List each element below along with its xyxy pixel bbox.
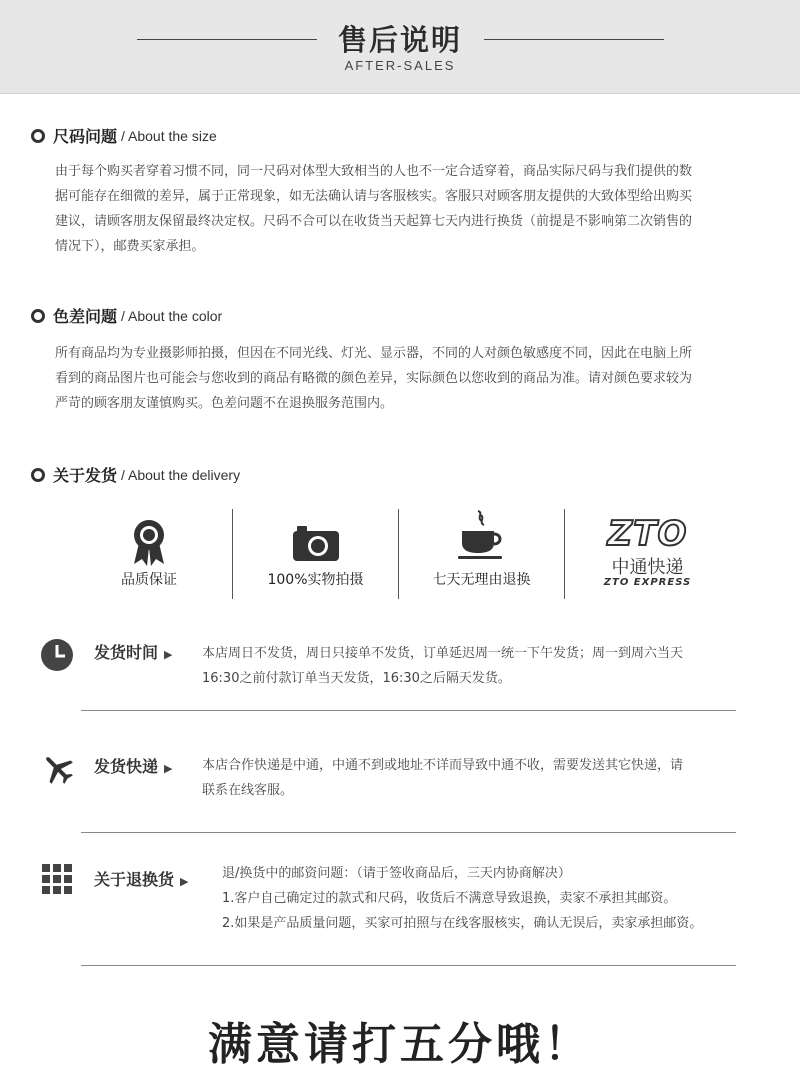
row-label [94, 754, 172, 777]
row-text [202, 753, 683, 803]
row-line: 1.客户自己确定过的款式和尺码，收货后不满意导致退换，卖家不承担其邮资。 [222, 891, 677, 906]
color-section-heading [31, 304, 222, 327]
row-line: 联系在线客服。 [202, 783, 294, 798]
divider [81, 965, 736, 966]
feature-strip [66, 509, 731, 599]
row-text [222, 861, 702, 936]
divider [81, 832, 736, 833]
size-section-heading [31, 124, 217, 147]
zto-name-en: ZTO EXPRESS [603, 577, 692, 588]
feature-label: 100%实物拍摄 [267, 572, 364, 588]
feature-label: 七天无理由退换 [432, 572, 531, 588]
color-title-zh: 色差问题 [53, 307, 118, 326]
row-line: 本店合作快递是中通，中通不到或地址不详而导致中通不收，需要发送其它快递，请 [202, 758, 684, 773]
zto-name-zh: 中通快递 [611, 557, 684, 578]
clock-icon [40, 638, 74, 672]
row-label [94, 867, 188, 890]
row-line: 2.如果是产品质量问题，买家可拍照与在线客服核实，确认无误后，卖家承担邮资。 [222, 916, 703, 931]
footer-rating-request: 满意请打五分哦！ [208, 1019, 592, 1070]
feature-zto-express [564, 509, 730, 599]
feature-real-photo [232, 509, 398, 599]
arrow-right-icon: ▶ [164, 762, 173, 775]
row-text [202, 641, 683, 691]
delivery-title-zh: 关于发货 [53, 466, 118, 485]
feature-seven-day-return [398, 509, 564, 599]
size-line: 建议，请顾客朋友保留最终决定权。尺码不合可以在收货当天起算七天内进行换货（前提是不影响第二次销售的 [55, 214, 693, 229]
arrow-right-icon: ▶ [164, 648, 173, 661]
zto-logo: ZTO [607, 514, 688, 554]
page-subtitle: AFTER-SALES [344, 58, 456, 73]
feature-label: 品质保证 [121, 572, 177, 588]
grid-icon [42, 864, 72, 894]
delivery-section-heading [31, 463, 240, 486]
size-paragraph [55, 159, 755, 259]
divider [81, 710, 736, 711]
color-title-en: / About the color [121, 307, 223, 324]
row-line: 本店周日不发货，周日只接单不发货，订单延迟周一统一下午发货；周一到周六当天 [202, 646, 684, 661]
feature-quality [66, 509, 232, 599]
row-label-text: 发货时间 [94, 643, 159, 662]
row-line: 退/换货中的邮资问题：（请于签收商品后，三天内协商解决） [222, 866, 571, 881]
header-rule-right [484, 39, 664, 40]
size-title-en: / About the size [121, 127, 217, 144]
color-line: 所有商品均为专业摄影师拍摄，但因在不同光线、灯光、显示器，不同的人对颜色敏感度不同，因此在电脑上所 [55, 346, 693, 361]
size-line: 据可能存在细微的差异，属于正常现象，如无法确认请与客服核实。客服只对顾客朋友提供的大致体型给出购买 [55, 189, 693, 204]
row-label-text: 关于退换货 [94, 870, 175, 889]
size-line: 情况下），邮费买家承担。 [55, 239, 205, 254]
row-label [94, 640, 172, 663]
airplane-icon [40, 751, 76, 787]
size-title-zh: 尺码问题 [53, 127, 118, 146]
ring-bullet-icon [31, 468, 45, 482]
delivery-title-en: / About the delivery [121, 466, 241, 483]
row-label-text: 发货快递 [94, 757, 159, 776]
row-line: 16:30之前付款订单当天发货，16:30之后隔天发货。 [202, 671, 511, 686]
camera-icon [291, 523, 341, 563]
coffee-cup-icon [454, 509, 510, 563]
header-banner [0, 0, 800, 94]
size-line: 由于每个购买者穿着习惯不同，同一尺码对体型大致相当的人也不一定合适穿着，商品实际尺码与我们提供的数 [55, 164, 693, 179]
page-title: 售后说明 [337, 23, 462, 57]
award-ribbon-icon [131, 519, 167, 567]
color-line: 严苛的顾客朋友谨慎购买。色差问题不在退换服务范围内。 [55, 396, 394, 411]
color-line: 看到的商品图片也可能会与您收到的商品有略微的颜色差异，实际颜色以您收到的商品为准。请对颜色要求较为 [55, 371, 693, 386]
ring-bullet-icon [31, 129, 45, 143]
ring-bullet-icon [31, 309, 45, 323]
arrow-right-icon: ▶ [180, 875, 189, 888]
color-paragraph [55, 341, 755, 416]
